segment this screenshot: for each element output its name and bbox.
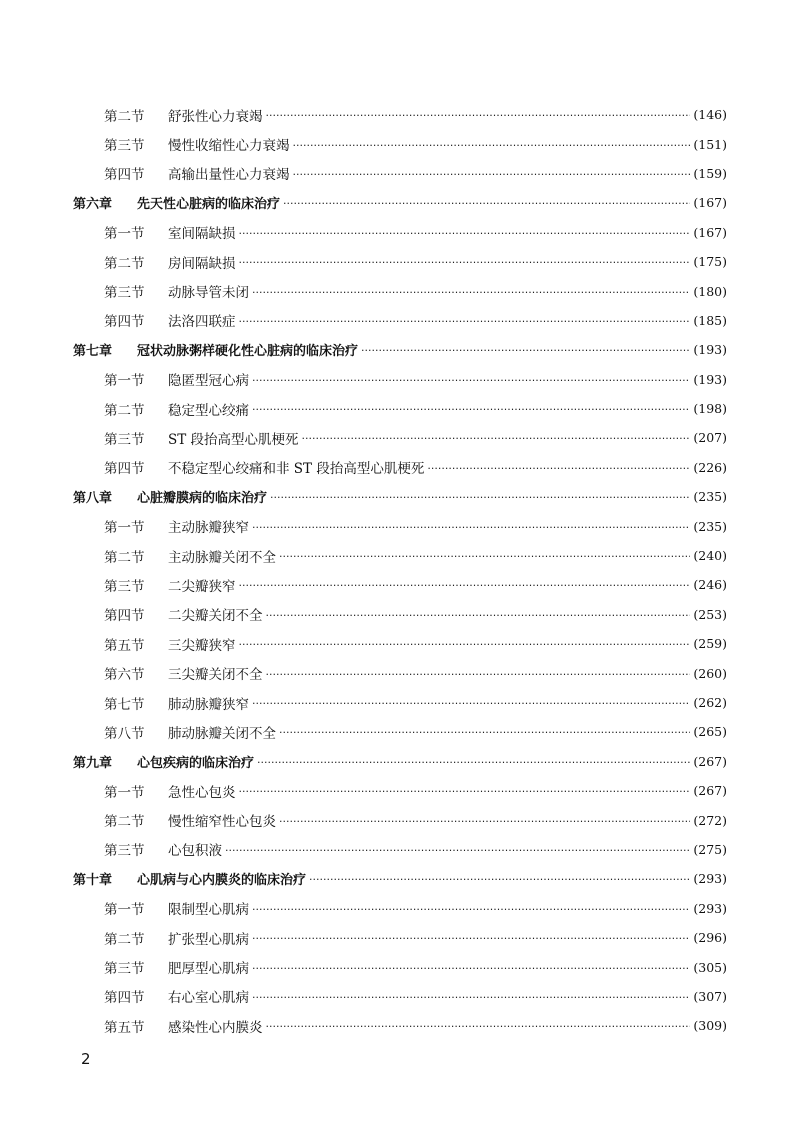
- toc-section-row[interactable]: [73, 100, 727, 129]
- toc-entry-number: 第三节: [104, 578, 145, 595]
- toc-entry-page: (305): [693, 959, 727, 975]
- toc-entry-number: 第三节: [104, 843, 145, 860]
- toc-section-row[interactable]: [73, 688, 727, 717]
- toc-chapter-row[interactable]: [73, 747, 727, 776]
- toc-chapter-row[interactable]: [73, 482, 727, 511]
- toc-entry-title: 不稳定型心绞痛和非 ST 段抬高型心肌梗死: [168, 461, 425, 478]
- toc-entry-page: (293): [693, 871, 727, 887]
- toc-entry-page: (146): [693, 107, 727, 123]
- toc-chapter-row[interactable]: [73, 188, 727, 217]
- toc-entry-number: 第二节: [104, 814, 145, 831]
- dot-leader: [225, 844, 690, 857]
- dot-leader: [266, 609, 691, 622]
- toc-entry-number: 第一节: [104, 226, 145, 243]
- toc-entry-number: 第四节: [104, 990, 145, 1007]
- toc-section-row[interactable]: [73, 952, 727, 981]
- page-number: 2: [81, 1050, 91, 1068]
- toc-section-row[interactable]: [73, 218, 727, 247]
- toc-entry-number: 第四节: [104, 608, 145, 625]
- toc-entry-title: 动脉导管未闭: [168, 285, 249, 302]
- toc-entry-number: 第八节: [104, 725, 145, 742]
- toc-entry-number: 第二节: [104, 402, 145, 419]
- toc-entry-number: 第五节: [104, 1019, 145, 1036]
- toc-entry-title: 肺动脉瓣狭窄: [168, 696, 249, 713]
- toc-entry-number: 第八章: [73, 491, 113, 507]
- toc-entry-title: 慢性收缩性心力衰竭: [168, 138, 290, 155]
- dot-leader: [309, 873, 690, 886]
- toc-entry-number: 第一节: [104, 520, 145, 537]
- toc-section-row[interactable]: [73, 423, 727, 452]
- dot-leader: [252, 286, 690, 299]
- toc-entry-title: ST 段抬高型心肌梗死: [168, 431, 299, 448]
- toc-entry-page: (262): [693, 695, 727, 710]
- toc-section-row[interactable]: [73, 159, 727, 188]
- toc-section-row[interactable]: [73, 629, 727, 658]
- toc-entry-number: 第一节: [104, 784, 145, 801]
- dot-leader: [266, 668, 691, 681]
- toc-entry-number: 第二节: [104, 108, 145, 125]
- toc-entry-title: 急性心包炎: [168, 784, 236, 801]
- toc-entry-title: 稳定型心绞痛: [168, 402, 249, 419]
- dot-leader: [279, 815, 690, 828]
- toc-entry-page: (185): [693, 312, 727, 328]
- toc-entry-title: 心脏瓣膜病的临床治疗: [137, 491, 268, 507]
- toc-entry-page: (167): [693, 195, 727, 211]
- dot-leader: [302, 432, 691, 445]
- toc-entry-number: 第六章: [73, 197, 113, 213]
- dot-leader: [239, 638, 691, 651]
- dot-leader: [257, 756, 690, 769]
- toc-entry-title: 慢性缩窄性心包炎: [168, 814, 276, 831]
- toc-entry-page: (267): [693, 783, 727, 799]
- toc-entry-number: 第四节: [104, 461, 145, 478]
- toc-section-row[interactable]: [73, 247, 727, 276]
- toc-section-row[interactable]: [73, 982, 727, 1011]
- toc-entry-page: (265): [693, 724, 727, 740]
- toc-entry-title: 三尖瓣狭窄: [168, 637, 236, 654]
- toc-entry-page: (240): [693, 548, 727, 564]
- toc-entry-page: (275): [693, 841, 727, 857]
- toc-entry-title: 限制型心肌病: [168, 902, 249, 919]
- toc-entry-title: 右心室心肌病: [168, 990, 249, 1007]
- toc-entry-page: (307): [693, 988, 727, 1004]
- toc-entry-number: 第二节: [104, 255, 145, 272]
- toc-entry-title: 房间隔缺损: [168, 255, 236, 272]
- toc-entry-page: (235): [693, 518, 727, 534]
- dot-leader: [279, 726, 690, 739]
- toc-section-row[interactable]: [73, 511, 727, 540]
- dot-leader: [293, 139, 691, 152]
- toc-section-row[interactable]: [73, 129, 727, 158]
- toc-entry-number: 第三节: [104, 431, 145, 448]
- toc-entry-number: 第五节: [104, 637, 145, 654]
- toc-entry-title: 隐匿型冠心病: [168, 373, 249, 390]
- toc-section-row[interactable]: [73, 276, 727, 305]
- toc-entry-page: (293): [693, 900, 727, 916]
- toc-section-row[interactable]: [73, 835, 727, 864]
- toc-entry-title: 舒张性心力衰竭: [168, 108, 263, 125]
- toc-section-row[interactable]: [73, 365, 727, 394]
- dot-leader: [283, 197, 690, 210]
- toc-chapter-row[interactable]: [73, 864, 727, 893]
- toc-section-row[interactable]: [73, 600, 727, 629]
- toc-entry-title: 主动脉瓣狭窄: [168, 520, 249, 537]
- toc-entry-title: 扩张型心肌病: [168, 931, 249, 948]
- toc-entry-title: 肺动脉瓣关闭不全: [168, 725, 276, 742]
- dot-leader: [279, 550, 690, 563]
- toc-entry-page: (235): [693, 489, 727, 505]
- toc-entry-number: 第七章: [73, 344, 113, 360]
- toc-section-row[interactable]: [73, 894, 727, 923]
- dot-leader: [239, 227, 691, 240]
- toc-entry-number: 第三节: [104, 285, 145, 302]
- toc-entry-number: 第三节: [104, 961, 145, 978]
- dot-leader: [293, 168, 691, 181]
- dot-leader: [252, 932, 690, 945]
- dot-leader: [239, 785, 691, 798]
- toc-section-row[interactable]: [73, 805, 727, 834]
- toc-section-row[interactable]: [73, 776, 727, 805]
- toc-entry-title: 冠状动脉粥样硬化性心脏病的临床治疗: [137, 344, 359, 360]
- toc-section-row[interactable]: [73, 306, 727, 335]
- toc-entry-title: 二尖瓣狭窄: [168, 578, 236, 595]
- dot-leader: [252, 403, 690, 416]
- toc-entry-page: (151): [693, 136, 727, 152]
- toc-entry-title: 先天性心脏病的临床治疗: [137, 197, 281, 213]
- toc-entry-title: 二尖瓣关闭不全: [168, 608, 263, 625]
- dot-leader: [252, 903, 690, 916]
- toc-chapter-row[interactable]: [73, 335, 727, 364]
- toc-entry-number: 第三节: [104, 138, 145, 155]
- toc-entry-title: 高输出量性心力衰竭: [168, 167, 290, 184]
- dot-leader: [361, 344, 690, 357]
- toc-entry-page: (159): [693, 165, 727, 181]
- toc-entry-number: 第二节: [104, 931, 145, 948]
- toc-section-row[interactable]: [73, 570, 727, 599]
- dot-leader: [252, 374, 690, 387]
- toc-entry-page: (267): [693, 753, 727, 769]
- toc-entry-number: 第七节: [104, 696, 145, 713]
- toc-entry-number: 第六节: [104, 667, 145, 684]
- toc-entry-page: (198): [693, 401, 727, 417]
- toc-entry-page: (259): [693, 636, 727, 652]
- toc-entry-page: (260): [693, 665, 727, 681]
- toc-entry-number: 第四节: [104, 314, 145, 331]
- toc-entry-page: (309): [693, 1018, 727, 1034]
- toc-entry-page: (296): [693, 930, 727, 946]
- dot-leader: [266, 1020, 691, 1033]
- dot-leader: [252, 991, 690, 1004]
- toc-entry-page: (246): [693, 577, 727, 593]
- toc-entry-title: 室间隔缺损: [168, 226, 236, 243]
- toc-entry-title: 三尖瓣关闭不全: [168, 667, 263, 684]
- toc-entry-title: 感染性心内膜炎: [168, 1019, 263, 1036]
- dot-leader: [427, 462, 690, 475]
- toc-entry-number: 第一节: [104, 373, 145, 390]
- toc-section-row[interactable]: [73, 541, 727, 570]
- dot-leader: [270, 491, 690, 504]
- toc-section-row[interactable]: [73, 923, 727, 952]
- toc-section-row[interactable]: [73, 394, 727, 423]
- toc-section-row[interactable]: [73, 453, 727, 482]
- dot-leader: [252, 697, 690, 710]
- toc-entry-number: 第四节: [104, 167, 145, 184]
- toc-entry-page: (180): [693, 283, 727, 299]
- toc-section-row[interactable]: [73, 1011, 727, 1040]
- toc-entry-page: (193): [693, 342, 727, 358]
- toc-entry-title: 肥厚型心肌病: [168, 961, 249, 978]
- toc-entry-page: (167): [693, 224, 727, 240]
- toc-entry-number: 第十章: [73, 873, 113, 889]
- toc-entry-title: 心包疾病的临床治疗: [137, 755, 255, 771]
- dot-leader: [239, 315, 691, 328]
- toc-section-row[interactable]: [73, 717, 727, 746]
- toc-entry-number: 第一节: [104, 902, 145, 919]
- toc-entry-title: 心肌病与心内膜炎的临床治疗: [137, 873, 307, 889]
- toc-entry-page: (253): [693, 606, 727, 622]
- toc-entry-page: (226): [693, 459, 727, 475]
- toc-entry-title: 法洛四联症: [168, 314, 236, 331]
- toc-entry-page: (193): [693, 371, 727, 387]
- toc-entry-title: 心包积液: [168, 843, 222, 860]
- toc-entry-number: 第二节: [104, 549, 145, 566]
- dot-leader: [239, 256, 691, 269]
- toc-entry-page: (272): [693, 812, 727, 828]
- toc-section-row[interactable]: [73, 658, 727, 687]
- dot-leader: [239, 579, 691, 592]
- toc-entry-page: (175): [693, 254, 727, 270]
- table-of-contents: [73, 100, 727, 1041]
- dot-leader: [266, 109, 691, 122]
- toc-entry-page: (207): [693, 430, 727, 446]
- toc-entry-title: 主动脉瓣关闭不全: [168, 549, 276, 566]
- toc-entry-number: 第九章: [73, 755, 113, 771]
- dot-leader: [252, 962, 690, 975]
- dot-leader: [252, 521, 690, 534]
